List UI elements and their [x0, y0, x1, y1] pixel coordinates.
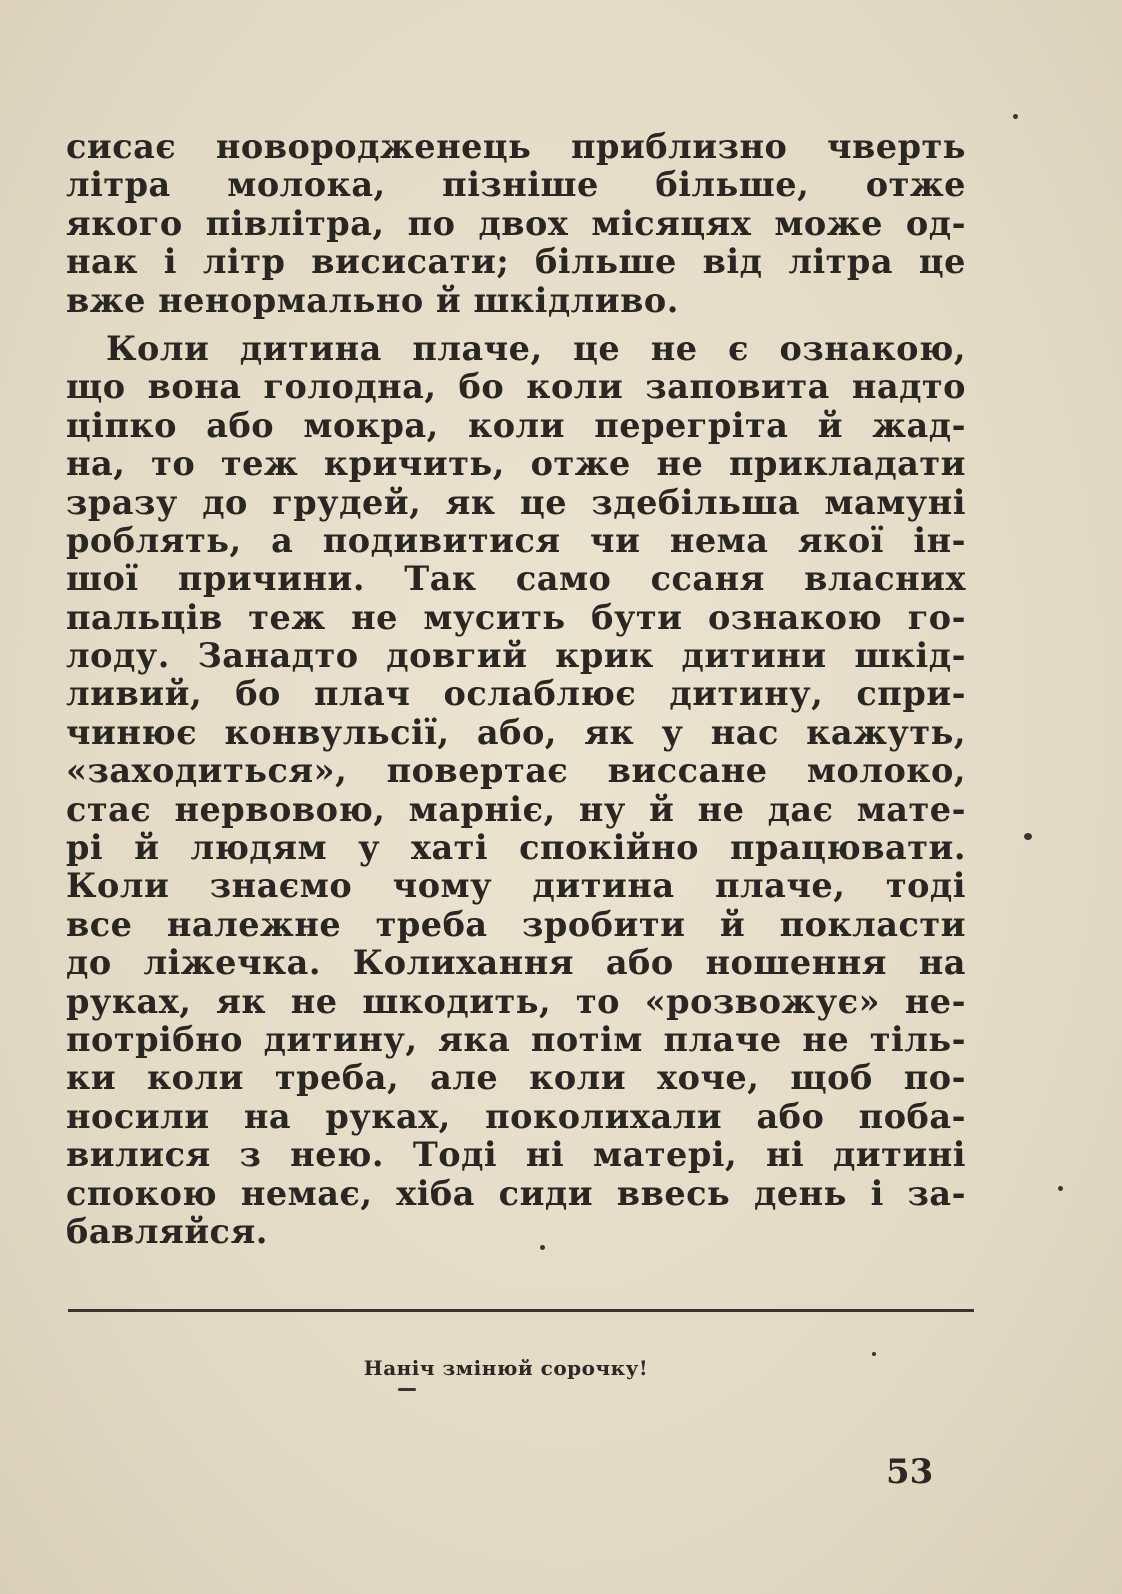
page-number: 53 — [886, 1452, 934, 1492]
text-line: на, то теж кричить, отже не прикладати — [66, 444, 966, 484]
text-line: вилися з нею. Тоді ні матері, ні дитині — [66, 1135, 966, 1175]
text-line: лоду. Занадто довгий крик дитини шкід- — [66, 636, 966, 676]
text-line: сисає новородженець приблизно чверть — [66, 127, 966, 166]
text-line: шої причини. Так само ссаня власних — [66, 559, 966, 599]
footnote-divider — [68, 1309, 974, 1312]
text-line: бавляйся. — [66, 1211, 268, 1251]
text-line: Коли дитина плаче, це не є ознакою, — [106, 328, 966, 368]
text-line: роблять, а подивитися чи нема якої ін- — [66, 520, 966, 560]
text-line: потрібно дитину, яка потім плаче не тіль- — [66, 1019, 966, 1059]
text-line: літра молока, пізніше більше, отже — [66, 165, 966, 205]
print-speck — [1058, 1186, 1063, 1191]
footnote-text: Наніч змінюй сорочку! — [363, 1356, 649, 1380]
paragraph-1 — [66, 128, 966, 320]
text-line: стає нервовою, марніє, ну й не дає мате- — [66, 789, 966, 829]
text-line: чинює конвульсії, або, як у нас кажуть, — [66, 712, 966, 752]
text-line: нак і літр висисати; більше від літра це — [66, 242, 966, 282]
text-line: руках, як не шкодить, то «розвожує» не- — [66, 981, 966, 1021]
print-speck — [1024, 833, 1032, 840]
text-line: до ліжечка. Колихання або ношення на — [66, 943, 966, 983]
text-line: Коли знаємо чому дитина плаче, тоді — [66, 866, 966, 906]
text-line: ціпко або мокра, коли перегріта й жад- — [66, 405, 966, 445]
print-speck — [872, 1352, 876, 1356]
text-line: що вона голодна, бо коли заповита надто — [66, 367, 966, 407]
text-line: зразу до грудей, як це здебільша мамуні — [66, 482, 966, 522]
paragraph-2 — [66, 330, 966, 1251]
text-line: носили на руках, поколихали або поба- — [66, 1096, 966, 1136]
text-line: рі й людям у хаті спокійно працювати. — [66, 828, 966, 868]
text-line: ливий, бо плач ослаблює дитину, спри- — [66, 674, 966, 714]
body-text — [66, 128, 966, 1251]
print-speck — [1013, 114, 1018, 119]
text-line: якого півлітра, по двох місяцях може од- — [66, 203, 966, 243]
print-speck — [398, 1388, 416, 1391]
text-line: «заходиться», повертає виссане молоко, — [66, 751, 966, 791]
print-speck — [540, 1245, 545, 1250]
text-line: вже ненормально й шкідливо. — [66, 280, 679, 320]
text-line: все належне треба зробити й покласти — [66, 904, 966, 944]
text-line: пальців теж не мусить бути ознакою го- — [66, 597, 966, 637]
text-line: спокою немає, хіба сиди ввесь день і за- — [66, 1173, 966, 1213]
text-line: ки коли треба, але коли хоче, щоб по- — [66, 1058, 966, 1098]
